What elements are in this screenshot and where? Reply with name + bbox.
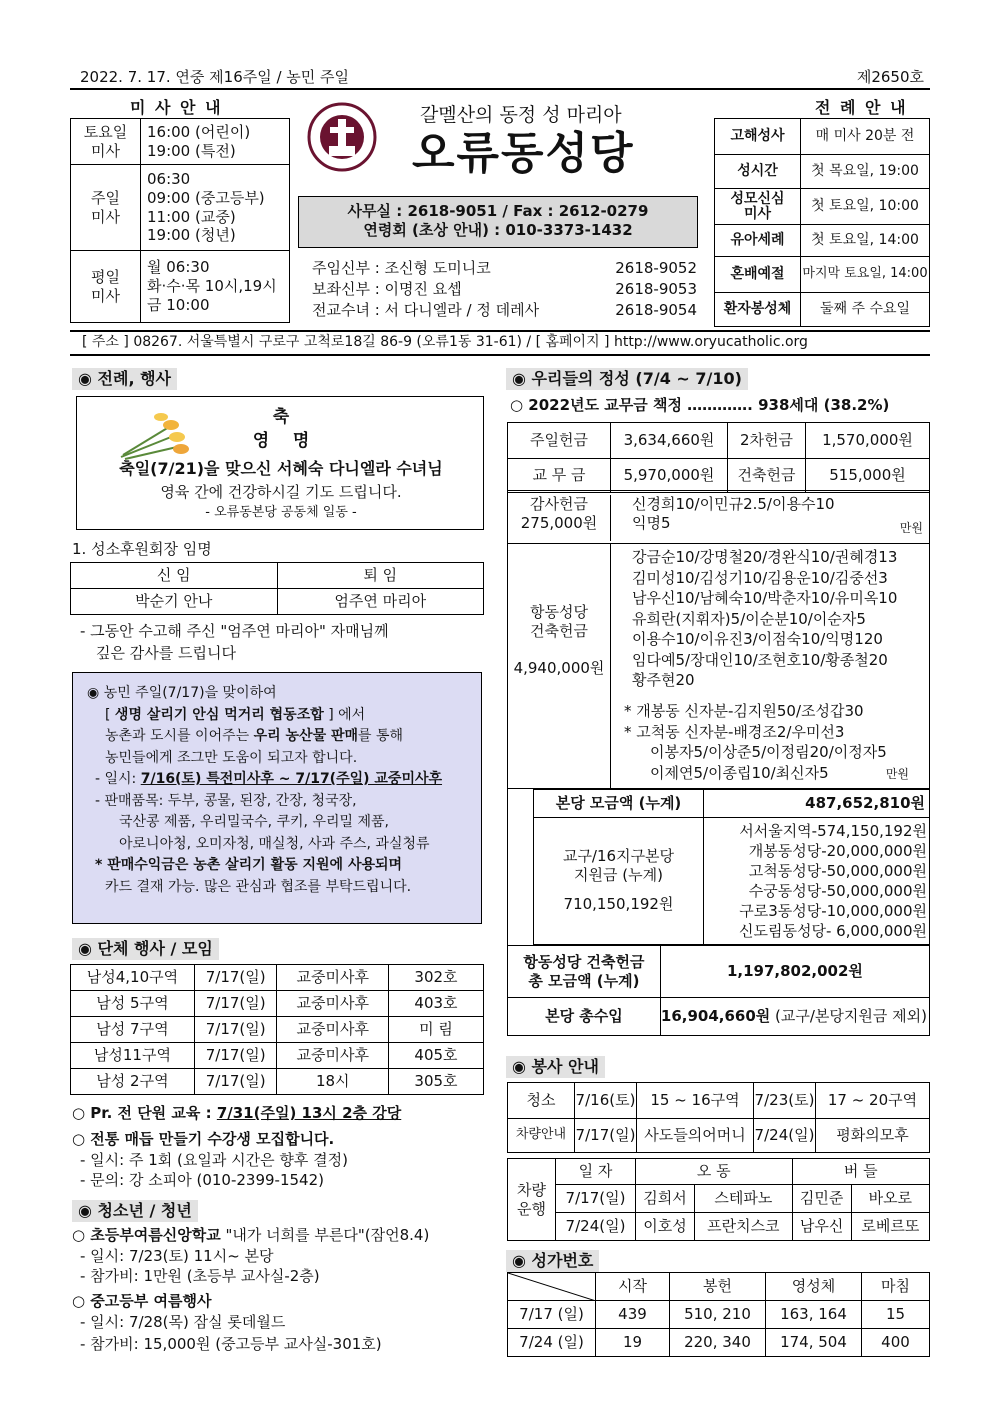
table-row: 차량안내 7/17(일) 사도들의어머니 7/24(일) 평화의모후 [508, 1119, 930, 1153]
mass-label: 주일 미사 [71, 165, 141, 251]
table-row: 남성 2구역 7/17(일) 18시 305호 [71, 1069, 484, 1095]
office-line: 사무실 : 2618-9051 / Fax : 2612-0279 [347, 202, 649, 220]
parish-logo [307, 102, 377, 172]
top-divider [70, 88, 930, 90]
feast-l1: 축 [272, 407, 290, 427]
mass-title: 미 사 안 내 [130, 98, 223, 117]
issue-date: 2022. 7. 17. 연중 제16주일 / 농민 주일 [80, 68, 350, 86]
youth-1: ○ 초등부여름신앙학교 "내가 너희를 부른다"(잠언8.4) [72, 1226, 430, 1244]
table-row: 남성 5구역 7/17(일) 교중미사후 403호 [71, 991, 484, 1017]
table-row: 7/24 (일) 19 220, 340 174, 504 400 [508, 1329, 930, 1357]
clergy-row: 보좌신부 : 이명진 요셉 2618-9053 [312, 280, 697, 298]
address-divider-bottom [70, 354, 930, 356]
item1-note-2: 깊은 감사를 드립니다 [96, 644, 236, 662]
feast-l5: - 오류동본당 공동체 일동 - [205, 505, 357, 520]
address-line: [ 주소 ] 08267. 서울특별시 구로구 고척로18길 86-9 (오류1동 31-61) / [ 홈페이지 ] http://www.oryucatholic.org [82, 334, 808, 350]
section-youth: ◉ 청소년 / 청년 [72, 1200, 198, 1222]
table-row: 남성 7구역 7/17(일) 교중미사후 미 림 [71, 1017, 484, 1043]
feast-l3: 축일(7/21)을 맞으신 서혜숙 다니엘라 수녀님 [119, 459, 443, 478]
section-groups: ◉ 단체 행사 / 모임 [72, 938, 219, 960]
thanks-offering-row: 감사헌금 275,000원 신경희10/이민규2.5/이용수10 익명5 만원 [507, 490, 930, 544]
section-service: ◉ 봉사 안내 [506, 1056, 605, 1078]
section-liturgy-events: ◉ 전례, 행사 [72, 368, 177, 390]
mass-times: 월 06:30 화·수·목 10시,19시 금 10:00 [141, 251, 290, 323]
youth-1-date: - 일시: 7/23(토) 11시~ 본당 [80, 1247, 274, 1265]
knot-detail-2: - 문의: 강 소피아 (010-2399-1542) [80, 1171, 324, 1189]
support-row: 교구/16지구본당 지원금 (누계) 710,150,192원 서서울지역-574,150,192원 개봉동성당-20,000,000원 고척동성당-50,000,000원 수궁동성당-50,000,000원 구로3동성당-10,000,000원 신도림동성당- 6,000,000원 [533, 817, 930, 945]
hymn-table: 시작 봉헌 영성체 마침 7/17 (일) 439 510, 210 163, 164 15 7/24 (일) 19 220, 340 174, 504 400 [507, 1272, 930, 1357]
table-row: 교 무 금 5,970,000원 건축헌금 515,000원 [508, 459, 930, 493]
parish-total-table: 본당 모금액 (누계) 487,652,810원 [533, 789, 930, 818]
grand-total-table: 항동성당 건축헌금 총 모금액 (누계) 1,197,802,002원 본당 총수입 16,904,660원 (교구/본당지원금 제외) [507, 945, 930, 1036]
quota-line: ○ 2022년도 교무금 책정 …………. 938세대 (38.2%) [510, 396, 890, 414]
farmers-sunday-box: ◉ 농민 주일(7/17)을 맞이하여 [ 생명 살리기 안심 먹거리 협동조합 ] 에서 농촌과 도시를 이어주는 우리 농산물 판매를 통해 농민들에게 조그만 도움이 되고자 합니다. - 일시: 7/16(토) 특전미사후 ~ 7/17(주일) 교중미사후 - 판매품목: 두부, 콩물, 된장, 간장, 청국장, 국산콩 제품, 우리밀국수, 쿠키, 우리밀 제품, 아로니아청, 오미자청, 매실청, 사과 주스, 과실청류 * 판매수익금은 농촌 살리기 활동 지원에 사용되며 카드 결재 가능. 많은 관심과 협조를 부탁드립니다. [72, 672, 482, 924]
appointment-table: 신 임 퇴 임 박순기 안나 엄주연 마리아 [70, 562, 484, 615]
item1-note-1: - 그동안 수고해 주신 "엄주연 마리아" 자매님께 [80, 622, 389, 640]
clergy-row: 주임신부 : 조신형 도미니코 2618-9052 [312, 259, 697, 277]
mass-times: 06:30 09:00 (중고등부) 11:00 (교중) 19:00 (청년) [141, 165, 290, 251]
feast-l4: 영육 간에 건강하시길 기도 드립니다. [160, 483, 402, 501]
liturgy-title: 전 례 안 내 [815, 98, 908, 117]
hymn-corner-cell [508, 1273, 596, 1301]
table-row: 주일헌금 3,634,660원 2차헌금 1,570,000원 [508, 423, 930, 459]
parish-subtitle: 갈멜산의 동정 성 마리아 [420, 104, 622, 126]
youth-2: ○ 중고등부 여름행사 [72, 1292, 212, 1310]
table-row: 7/24(일) 이호성 프란치스코 남우신 로베르또 [508, 1213, 930, 1241]
feast-card [76, 396, 484, 530]
knot-detail-1: - 일시: 주 1회 (요일과 시간은 향후 결정) [80, 1151, 348, 1169]
liturgy-table: 고해성사 매 미사 20분 전 성시간 첫 목요일, 19:00 성모신심 미사 첫 토요일, 10:00 유아세례 첫 토요일, 14:00 혼배예절 마지막 토요일, 14:00 환자봉성체 둘째 주 수요일 [714, 118, 930, 327]
table-row: 남성11구역 7/17(일) 교중미사후 405호 [71, 1043, 484, 1069]
youth-2-fee: - 참가비: 15,000원 (중고등부 교사실-301호) [80, 1335, 382, 1353]
youth-2-date: - 일시: 7/28(목) 잠실 롯데월드 [80, 1313, 286, 1331]
office-contact-box [298, 196, 698, 248]
section-hymns: ◉ 성가번호 [506, 1250, 599, 1272]
pr-education: ○ Pr. 전 단원 교육 : 7/31(주일) 13시 2층 강당 [72, 1104, 402, 1122]
table-row: 7/17 (일) 439 510, 210 163, 164 15 [508, 1301, 930, 1329]
building-donors: 강금순10/강명철20/경완식10/권혜경13 김미성10/김성기10/김용운10/김중선3 남우신10/남혜숙10/박춘자10/유미옥10 유희란(지휘자)5/이순분10/이순자5 이용수10/이유진3/이점숙10/익명120 임다예5/장대인10/조현호10/황종철20 황주현20 [632, 548, 898, 689]
mass-schedule-table [70, 118, 290, 323]
service-table [507, 1082, 930, 1153]
car-table: 차량 운행 일 자 오 동 버 들 7/17(일) 김희서 스테파노 김민준 바오로 7/24(일) 이호성 프란치스코 남우신 로베르또 [507, 1158, 930, 1241]
item1-title: 1. 성소후원회장 임명 [72, 540, 212, 558]
youth-1-fee: - 참가비: 1만원 (초등부 교사실-2층) [80, 1267, 320, 1285]
mass-label: 평일 미사 [71, 251, 141, 323]
mass-label: 토요일 미사 [71, 119, 141, 165]
building-offering-row: 항동성당 건축헌금 4,940,000원 강금순10/강명철20/경완식10/권혜경13 김미성10/김성기10/김용운10/김중선3 남우신10/남혜숙10/박춘자10/유미옥10 유희란(지휘자)5/이순분10/이순자5 이용수10/이유진3/이점숙10/익명120 임다예5/장대인10/조현호10/황종철20 황주현20 * 개봉동 신자분-김지원50/조성갑30 * 고척동 신자분-배경조2/우미선3 이봉자5/이상준5/이정림20/이정자5 이제연5/이종립10/최신자5 만원 [507, 543, 930, 789]
clergy-list [312, 258, 697, 321]
parish-name: 오류동성당 [412, 128, 635, 179]
funeral-line: 연령회 (초상 안내) : 010-3373-1432 [363, 220, 633, 239]
groups-table [70, 964, 484, 1095]
issue-number: 제2650호 [856, 68, 924, 86]
table-row: 7/17(일) 김희서 스테파노 김민준 바오로 [508, 1185, 930, 1213]
table-row: 청소 7/16(토) 15 ~ 16구역 7/23(토) 17 ~ 20구역 [508, 1083, 930, 1119]
clergy-row: 전교수녀 : 서 다니엘라 / 정 데레사 2618-9054 [312, 301, 697, 319]
table-row: 남성4,10구역 7/17(일) 교중미사후 302호 [71, 965, 484, 991]
feast-l2: 영 명 [252, 431, 310, 451]
knot-title: ○ 전통 매듭 만들기 수강생 모집합니다. [72, 1130, 335, 1148]
section-offerings: ◉ 우리들의 정성 (7/4 ~ 7/10) [506, 368, 748, 390]
address-divider-top [70, 330, 930, 332]
mass-times: 16:00 (어린이) 19:00 (특전) [141, 119, 290, 165]
offerings-table-top [507, 422, 930, 493]
support-list: 서서울지역-574,150,192원 개봉동성당-20,000,000원 고척동성당-50,000,000원 수궁동성당-50,000,000원 구로3동성당-10,000,000원 신도림동성당- 6,000,000원 [739, 822, 927, 940]
